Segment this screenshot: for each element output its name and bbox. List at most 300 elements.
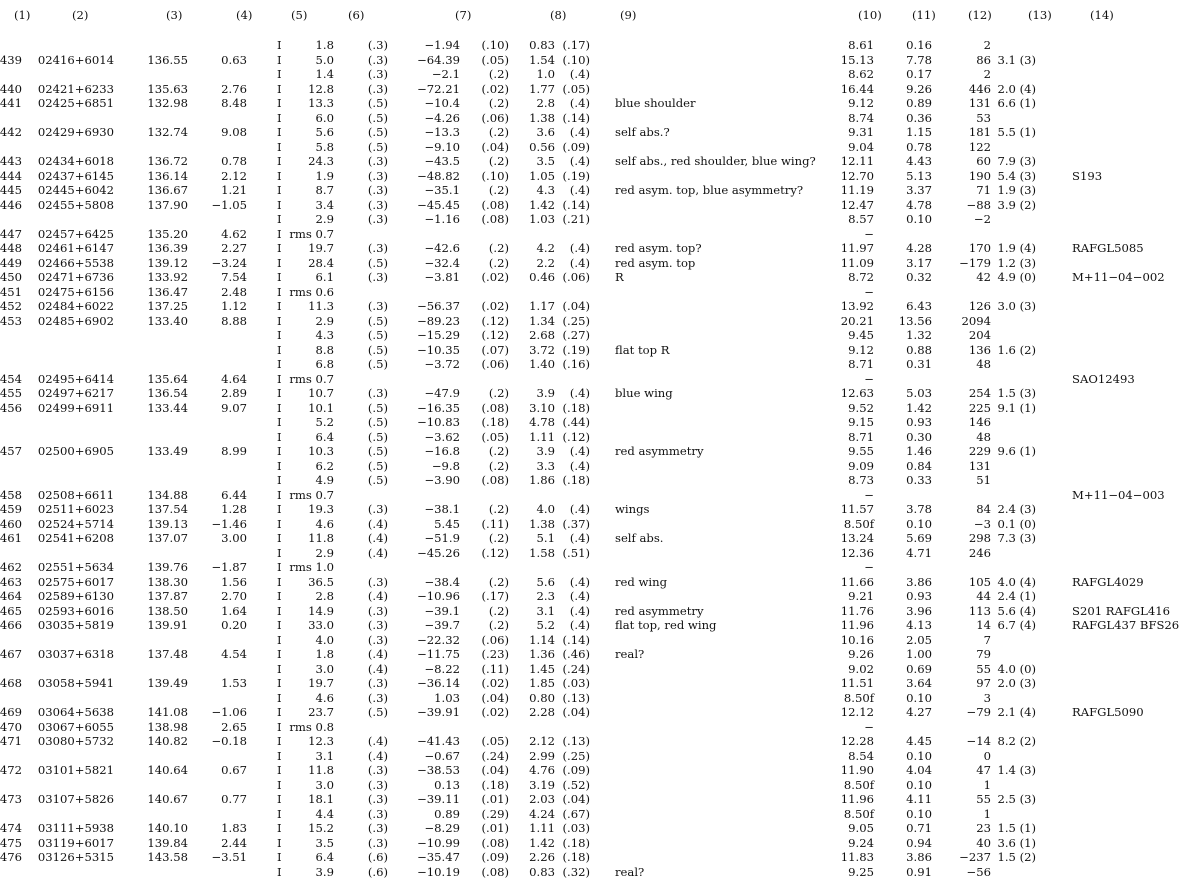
col-longitude: 132.74: [147, 125, 188, 139]
col-6-value: 3.1: [315, 749, 334, 763]
col-8-error: (.14): [562, 633, 590, 647]
col-longitude: 141.08: [147, 705, 188, 719]
col-remark: self abs., red shoulder, blue wing?: [615, 154, 816, 168]
col-remark: R: [615, 270, 624, 284]
col-10: 9.02: [848, 662, 874, 676]
col-designation: 02541+6208: [37, 531, 114, 545]
col-longitude: 133.40: [147, 314, 188, 328]
col-6-error: (.5): [367, 473, 388, 487]
col-6-value: 4.9: [315, 473, 334, 487]
col-designation: 03037+6318: [37, 647, 114, 661]
col-8-error: (.19): [562, 343, 590, 357]
col-12: 42: [976, 270, 991, 284]
col-longitude: 139.91: [147, 618, 188, 632]
col-designation: 02484+6022: [37, 299, 114, 313]
col-number: 464: [0, 589, 22, 603]
col-flag: I: [277, 111, 282, 125]
col-10: 8.72: [848, 270, 874, 284]
column-header: (12): [968, 8, 992, 22]
col-designation: 02437+6145: [37, 169, 114, 183]
col-10: 8.50f: [843, 691, 874, 705]
col-8-value: 1.85: [529, 676, 555, 690]
col-7-value: −13.3: [424, 125, 460, 139]
col-6-value: 14.9: [308, 604, 334, 618]
col-12: 14: [976, 618, 991, 632]
col-6-error: (.3): [367, 691, 388, 705]
col-12: 2: [983, 38, 991, 52]
col-remark: real?: [615, 647, 645, 661]
col-6-value: 8.7: [315, 183, 334, 197]
col-designation: 03119+6017: [37, 836, 114, 850]
col-14: RAFGL5085: [1072, 241, 1144, 255]
col-latitude: 1.64: [221, 604, 247, 618]
col-14: S193: [1072, 169, 1103, 183]
col-6-error: (.5): [367, 111, 388, 125]
col-10: 8.50f: [843, 807, 874, 821]
col-10: 8.50f: [843, 778, 874, 792]
col-12: 246: [968, 546, 991, 560]
col-latitude: 2.48: [221, 285, 247, 299]
col-10: 9.05: [848, 821, 874, 835]
col-8-value: 1.34: [529, 314, 555, 328]
col-12: 1: [983, 778, 991, 792]
col-12: 126: [968, 299, 991, 313]
col-6-value: 5.0: [315, 53, 334, 67]
col-12: 181: [968, 125, 991, 139]
col-7-value: −45.45: [417, 198, 460, 212]
col-7-error: (.11): [481, 662, 509, 676]
col-remark: self abs.?: [615, 125, 670, 139]
col-designation: 02416+6014: [37, 53, 114, 67]
col-7-error: (.09): [481, 850, 509, 864]
col-8-error: (.4): [569, 183, 590, 197]
col-8-value: 3.9: [536, 386, 555, 400]
col-14: M+11−04−003: [1072, 488, 1165, 502]
col-6-value: 33.0: [308, 618, 334, 632]
col-longitude: 135.64: [147, 372, 188, 386]
col-6-error: (.4): [367, 734, 388, 748]
col-number: 446: [0, 198, 22, 212]
col-12: 105: [968, 575, 991, 589]
col-7-error: (.2): [488, 531, 509, 545]
col-8-value: 3.6: [536, 125, 555, 139]
col-7-value: −3.81: [424, 270, 460, 284]
col-8-error: (.4): [569, 575, 590, 589]
col-longitude: 139.76: [147, 560, 188, 574]
col-11: 3.86: [906, 850, 932, 864]
col-latitude: 8.48: [221, 96, 247, 110]
col-6-value: 3.9: [315, 865, 334, 879]
col-10: 12.12: [840, 705, 874, 719]
col-flag: I: [277, 372, 282, 386]
col-designation: 02475+6156: [37, 285, 114, 299]
col-8-error: (.4): [569, 604, 590, 618]
col-6-value: 6.0: [315, 111, 334, 125]
col-7-error: (.05): [481, 53, 509, 67]
col-8-error: (.4): [569, 241, 590, 255]
col-10: 9.09: [848, 459, 874, 473]
col-designation: 02500+6905: [37, 444, 114, 458]
col-designation: 02455+5808: [37, 198, 114, 212]
col-8-value: 1.42: [529, 198, 555, 212]
col-latitude: 4.64: [221, 372, 247, 386]
col-6-value: 1.8: [315, 647, 334, 661]
col-11: 0.84: [906, 459, 932, 473]
col-latitude: −1.46: [211, 517, 247, 531]
col-11: 0.93: [906, 415, 932, 429]
col-12: 84: [976, 502, 991, 516]
col-designation: 02511+6023: [37, 502, 114, 516]
col-7-error: (.12): [481, 314, 509, 328]
col-6-value: 5.6: [315, 125, 334, 139]
col-7-value: −72.21: [417, 82, 460, 96]
col-6-value: 6.8: [315, 357, 334, 371]
col-flag: I: [277, 198, 282, 212]
col-12: −179: [959, 256, 991, 270]
col-flag: I: [277, 691, 282, 705]
col-12: 44: [976, 589, 991, 603]
col-11: 0.30: [906, 430, 932, 444]
col-7-error: (.10): [481, 169, 509, 183]
col-7-value: −89.23: [417, 314, 460, 328]
col-10: 16.44: [840, 82, 874, 96]
col-12: 204: [968, 328, 991, 342]
col-flag: I: [277, 401, 282, 415]
col-6-value: 4.3: [315, 328, 334, 342]
col-8-error: (.18): [562, 401, 590, 415]
col-6-value: 2.9: [315, 546, 334, 560]
col-10: 8.74: [848, 111, 874, 125]
col-7-value: −3.62: [424, 430, 460, 444]
col-10: 12.11: [840, 154, 874, 168]
col-6-error: (.5): [367, 125, 388, 139]
col-6-value: 12.3: [308, 734, 334, 748]
col-10: 8.50f: [843, 517, 874, 531]
col-11: 1.42: [906, 401, 932, 415]
col-flag: I: [277, 415, 282, 429]
col-8-error: (.18): [562, 850, 590, 864]
col-8-value: 0.80: [529, 691, 555, 705]
col-10: 13.24: [840, 531, 874, 545]
col-designation: 03080+5732: [37, 734, 114, 748]
col-8-error: (.13): [562, 691, 590, 705]
col-number: 452: [0, 299, 22, 313]
column-header: (5): [291, 8, 308, 22]
col-6-value: 2.8: [315, 589, 334, 603]
col-7-value: −22.32: [417, 633, 460, 647]
col-6-error: (.5): [367, 459, 388, 473]
col-12: 2: [983, 67, 991, 81]
col-8-value: 3.3: [536, 459, 555, 473]
col-8-error: (.18): [562, 473, 590, 487]
col-7-value: −39.91: [417, 705, 460, 719]
col-7-value: −45.26: [417, 546, 460, 560]
col-7-value: −15.29: [417, 328, 460, 342]
col-7-error: (.18): [481, 778, 509, 792]
col-12: 122: [968, 140, 991, 154]
col-longitude: 140.82: [147, 734, 188, 748]
col-11: 5.03: [906, 386, 932, 400]
col-flag: I: [277, 647, 282, 661]
col-designation: 02593+6016: [37, 604, 114, 618]
col-11: 4.43: [906, 154, 932, 168]
col-8-value: 1.36: [529, 647, 555, 661]
col-flag: I: [277, 763, 282, 777]
col-7-error: (.04): [481, 691, 509, 705]
col-12: 48: [976, 357, 991, 371]
col-6-value: 15.2: [308, 821, 334, 835]
col-10: 12.36: [840, 546, 874, 560]
col-7-error: (.04): [481, 140, 509, 154]
col-latitude: −1.87: [211, 560, 247, 574]
col-8-value: 1.11: [529, 821, 555, 835]
col-longitude: 140.67: [147, 792, 188, 806]
col-8-error: (.24): [562, 662, 590, 676]
col-11: 5.13: [906, 169, 932, 183]
col-flag: I: [277, 662, 282, 676]
col-10: 13.92: [840, 299, 874, 313]
col-7-value: −35.47: [417, 850, 460, 864]
col-10: 9.04: [848, 140, 874, 154]
col-10: 11.96: [840, 618, 874, 632]
col-7-value: −38.4: [424, 575, 460, 589]
col-flag: I: [277, 807, 282, 821]
col-latitude: −3.51: [211, 850, 247, 864]
col-8-error: (.12): [562, 430, 590, 444]
col-12: 51: [976, 473, 991, 487]
col-11: 5.69: [906, 531, 932, 545]
col-14: SAO12493: [1072, 372, 1135, 386]
col-7-error: (.08): [481, 401, 509, 415]
col-11: 0.10: [906, 691, 932, 705]
col-longitude: 137.87: [147, 589, 188, 603]
col-6-error: (.3): [367, 763, 388, 777]
col-10: 11.09: [840, 256, 874, 270]
col-13: 4.0 (4): [997, 575, 1036, 589]
col-flag: I: [277, 633, 282, 647]
col-10: 12.63: [840, 386, 874, 400]
col-latitude: 1.56: [221, 575, 247, 589]
col-7-error: (.01): [481, 821, 509, 835]
col-12: −56: [966, 865, 991, 879]
col-8-error: (.51): [562, 546, 590, 560]
col-8-error: (.09): [562, 140, 590, 154]
col-10: 9.55: [848, 444, 874, 458]
col-12: 97: [976, 676, 991, 690]
col-6-value: 19.7: [308, 241, 334, 255]
col-11: 0.78: [906, 140, 932, 154]
col-7-error: (.11): [481, 517, 509, 531]
col-6-error: (.3): [367, 386, 388, 400]
col-13: 6.7 (4): [997, 618, 1036, 632]
col-11: 4.04: [906, 763, 932, 777]
col-latitude: 7.54: [221, 270, 247, 284]
col-13: 1.4 (3): [997, 763, 1036, 777]
col-11: 9.26: [906, 82, 932, 96]
col-10: 8.61: [848, 38, 874, 52]
col-12: 40: [976, 836, 991, 850]
col-flag: I: [277, 285, 282, 299]
col-6-error: (.3): [367, 604, 388, 618]
col-7-value: −39.11: [417, 792, 460, 806]
col-flag: I: [277, 227, 282, 241]
col-10: 8.71: [848, 430, 874, 444]
col-longitude: 136.72: [147, 154, 188, 168]
column-header: (14): [1090, 8, 1114, 22]
col-8-error: (.4): [569, 459, 590, 473]
col-11: 4.11: [906, 792, 932, 806]
col-12: 254: [968, 386, 991, 400]
col-8-error: (.05): [562, 82, 590, 96]
col-7-value: −43.5: [424, 154, 460, 168]
col-6-value: 8.8: [315, 343, 334, 357]
col-number: 472: [0, 763, 22, 777]
col-11: 4.13: [906, 618, 932, 632]
col-designation: 02508+6611: [37, 488, 114, 502]
col-6-error: (.3): [367, 67, 388, 81]
col-7-value: −8.22: [424, 662, 460, 676]
col-6-value: 3.0: [315, 662, 334, 676]
col-12: 229: [968, 444, 991, 458]
col-flag: I: [277, 821, 282, 835]
col-10: 11.83: [840, 850, 874, 864]
col-12: 53: [976, 111, 991, 125]
col-8-error: (.04): [562, 792, 590, 806]
col-6-error: (.5): [367, 444, 388, 458]
column-header: (2): [72, 8, 89, 22]
col-7-error: (.2): [488, 96, 509, 110]
col-6-value: 10.3: [308, 444, 334, 458]
col-7-value: 0.89: [434, 807, 460, 821]
col-flag: I: [277, 836, 282, 850]
col-6-value: 4.4: [315, 807, 334, 821]
col-designation: 02551+5634: [37, 560, 114, 574]
col-11: 4.71: [906, 546, 932, 560]
col-designation: 03058+5941: [37, 676, 114, 690]
col-10: −: [864, 488, 874, 502]
col-latitude: 8.99: [221, 444, 247, 458]
col-8-value: 0.83: [529, 865, 555, 879]
col-number: 447: [0, 227, 22, 241]
col-number: 453: [0, 314, 22, 328]
col-latitude: 3.00: [221, 531, 247, 545]
col-12: 190: [968, 169, 991, 183]
col-8-value: 0.46: [529, 270, 555, 284]
col-11: 1.00: [906, 647, 932, 661]
col-7-value: −38.53: [417, 763, 460, 777]
col-number: 439: [0, 53, 22, 67]
col-flag: I: [277, 720, 282, 734]
col-6-value: 1.9: [315, 169, 334, 183]
col-longitude: 136.14: [147, 169, 188, 183]
col-8-error: (.4): [569, 386, 590, 400]
col-6-value: 12.8: [308, 82, 334, 96]
col-flag: I: [277, 386, 282, 400]
col-latitude: 9.08: [221, 125, 247, 139]
col-remark: red asym. top, blue asymmetry?: [615, 183, 804, 197]
col-6-error: (.5): [367, 415, 388, 429]
col-8-value: 0.83: [529, 38, 555, 52]
col-8-value: 2.26: [529, 850, 555, 864]
col-6-error: (.6): [367, 865, 388, 879]
col-longitude: 139.49: [147, 676, 188, 690]
col-number: 473: [0, 792, 22, 806]
col-11: 0.10: [906, 212, 932, 226]
col-10: −: [864, 372, 874, 386]
col-designation: 02495+6414: [37, 372, 114, 386]
col-number: 471: [0, 734, 22, 748]
col-7-error: (.24): [481, 749, 509, 763]
col-latitude: 1.53: [221, 676, 247, 690]
col-remark: red wing: [615, 575, 668, 589]
col-11: 1.15: [906, 125, 932, 139]
col-flag: I: [277, 589, 282, 603]
col-7-value: −3.90: [424, 473, 460, 487]
col-12: 1: [983, 807, 991, 821]
column-header: (8): [550, 8, 567, 22]
col-13: 2.4 (3): [997, 502, 1036, 516]
col-7-value: −10.99: [417, 836, 460, 850]
col-11: 3.17: [906, 256, 932, 270]
col-10: 10.16: [840, 633, 874, 647]
col-6-error: (.3): [367, 502, 388, 516]
col-flag: I: [277, 705, 282, 719]
col-6-error: (.5): [367, 328, 388, 342]
col-remark: flat top R: [615, 343, 670, 357]
col-8-value: 5.6: [536, 575, 555, 589]
col-7-error: (.02): [481, 82, 509, 96]
col-6-value: 4.6: [315, 517, 334, 531]
col-number: 474: [0, 821, 22, 835]
col-12: 146: [968, 415, 991, 429]
col-13: 5.6 (4): [997, 604, 1036, 618]
col-6-error: (.5): [367, 401, 388, 415]
col-number: 458: [0, 488, 22, 502]
col-6-value: 18.1: [308, 792, 334, 806]
col-7-error: (.07): [481, 343, 509, 357]
col-7-value: −51.9: [424, 531, 460, 545]
col-10: 9.26: [848, 647, 874, 661]
col-10: 12.70: [840, 169, 874, 183]
col-6-error: (.3): [367, 821, 388, 835]
col-7-value: −0.67: [424, 749, 460, 763]
col-longitude: 136.39: [147, 241, 188, 255]
col-8-value: 0.56: [529, 140, 555, 154]
col-6-value: 11.8: [308, 531, 334, 545]
col-8-value: 3.1: [536, 604, 555, 618]
col-13: 3.0 (3): [997, 299, 1036, 313]
col-latitude: 2.70: [221, 589, 247, 603]
col-latitude: 1.21: [221, 183, 247, 197]
col-number: 475: [0, 836, 22, 850]
col-flag: I: [277, 140, 282, 154]
col-12: 3: [983, 691, 991, 705]
col-8-value: 1.54: [529, 53, 555, 67]
col-7-error: (.2): [488, 459, 509, 473]
col-8-value: 4.76: [529, 763, 555, 777]
col-latitude: 4.62: [221, 227, 247, 241]
column-header: (9): [620, 8, 637, 22]
col-7-value: −10.96: [417, 589, 460, 603]
col-6-error: (.4): [367, 531, 388, 545]
col-8-error: (.18): [562, 836, 590, 850]
col-8-error: (.4): [569, 502, 590, 516]
col-longitude: 137.90: [147, 198, 188, 212]
col-latitude: 9.07: [221, 401, 247, 415]
col-8-error: (.32): [562, 865, 590, 879]
col-designation: 02485+6902: [37, 314, 114, 328]
col-longitude: 139.12: [147, 256, 188, 270]
